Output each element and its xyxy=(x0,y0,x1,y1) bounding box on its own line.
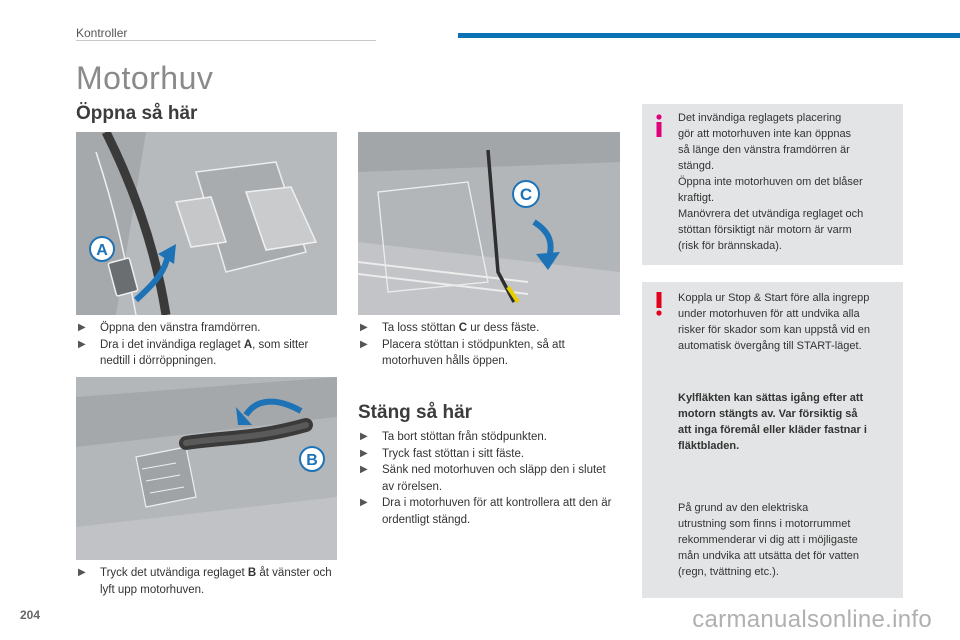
steps-close xyxy=(358,429,620,528)
info-note-text: Det invändiga reglagets placering gör att motorhuven inte kan öppnas så länge den vänstra framdörren är stängd. Öppna inte motorhuven om det blåser kraftigt. Manövrera det utvändiga reglaget och stöttan försiktigt när motorn är varm (risk för brännskada). xyxy=(678,112,864,252)
callout-label-b: B xyxy=(306,452,318,469)
step-item: ▶ Dra i motorhuven för att kontrollera att den är ordentligt stängd. xyxy=(360,497,612,526)
bullet-icon: ▶ xyxy=(360,447,368,459)
section-heading-open: Öppna så här xyxy=(76,103,198,124)
step-item: ▶ Ta loss stöttan C ur dess fäste. xyxy=(358,320,620,337)
steps-open-a xyxy=(76,320,338,370)
bullet-icon: ▶ xyxy=(360,497,368,508)
steps-open-b xyxy=(76,565,338,598)
step-item: ▶ Dra i det invändiga reglaget A, som sitter nedtill i dörröppningen. xyxy=(78,338,309,367)
callout-label-c: C xyxy=(519,185,533,204)
page-number: 204 xyxy=(20,608,41,622)
info-note xyxy=(642,104,903,265)
bullet-icon: ▶ xyxy=(360,322,368,333)
illustration-exterior-lever xyxy=(76,377,337,560)
header-rule xyxy=(76,40,376,41)
illustration-prop-rod xyxy=(358,132,620,315)
warning-icon xyxy=(652,292,666,316)
bullet-icon: ▶ xyxy=(360,431,368,442)
step-item: ▶ Sänk ned motorhuven och släpp den i slutet av rörelsen. xyxy=(360,464,606,493)
warning-text-stop-start: Koppla ur Stop & Start före alla ingrepp under motorhuven för att undvika alla risker för skador som kan uppstå vid en automatisk övergång till START-läget. xyxy=(678,292,870,352)
steps-open-c xyxy=(358,320,620,370)
step-item: ▶ Ta bort stöttan från stödpunkten. xyxy=(358,429,620,446)
chapter-label: Kontroller xyxy=(76,26,128,40)
watermark: carmanualsonline.info xyxy=(692,606,932,633)
bullet-icon: ▶ xyxy=(360,464,368,475)
step-item: ▶ Tryck det utvändiga reglaget B åt vänster och lyft upp motorhuven. xyxy=(78,567,332,596)
header-accent-bar xyxy=(458,33,960,38)
bullet-icon: ▶ xyxy=(78,567,86,578)
section-heading-close: Stäng så här xyxy=(358,402,473,423)
bullet-icon: ▶ xyxy=(78,322,86,333)
page-title: Motorhuv xyxy=(76,60,214,96)
warning-text-fan: Kylfläkten kan sättas igång efter att motorn stängts av. Var försiktig så att inga föremål eller kläder fastnar i fläktbladen. xyxy=(678,392,867,452)
step-item: ▶ Tryck fast stöttan i sitt fäste. xyxy=(358,446,620,463)
bullet-icon: ▶ xyxy=(78,338,86,350)
illustration-interior-lever xyxy=(76,132,337,315)
bullet-icon: ▶ xyxy=(360,338,368,350)
warning-note xyxy=(642,282,903,598)
step-item: ▶ Öppna den vänstra framdörren. xyxy=(76,320,338,337)
step-item: ▶ Placera stöttan i stödpunkten, så att motorhuven hålls öppen. xyxy=(360,338,565,367)
warning-text-water: På grund av den elektriska utrustning som finns i motorrummet rekommenderar vi dig att i möjligaste mån undvika att utsätta det för vatten (regn, tvättning etc.). xyxy=(678,502,859,578)
info-icon xyxy=(652,114,666,138)
callout-label-a: A xyxy=(96,242,108,259)
